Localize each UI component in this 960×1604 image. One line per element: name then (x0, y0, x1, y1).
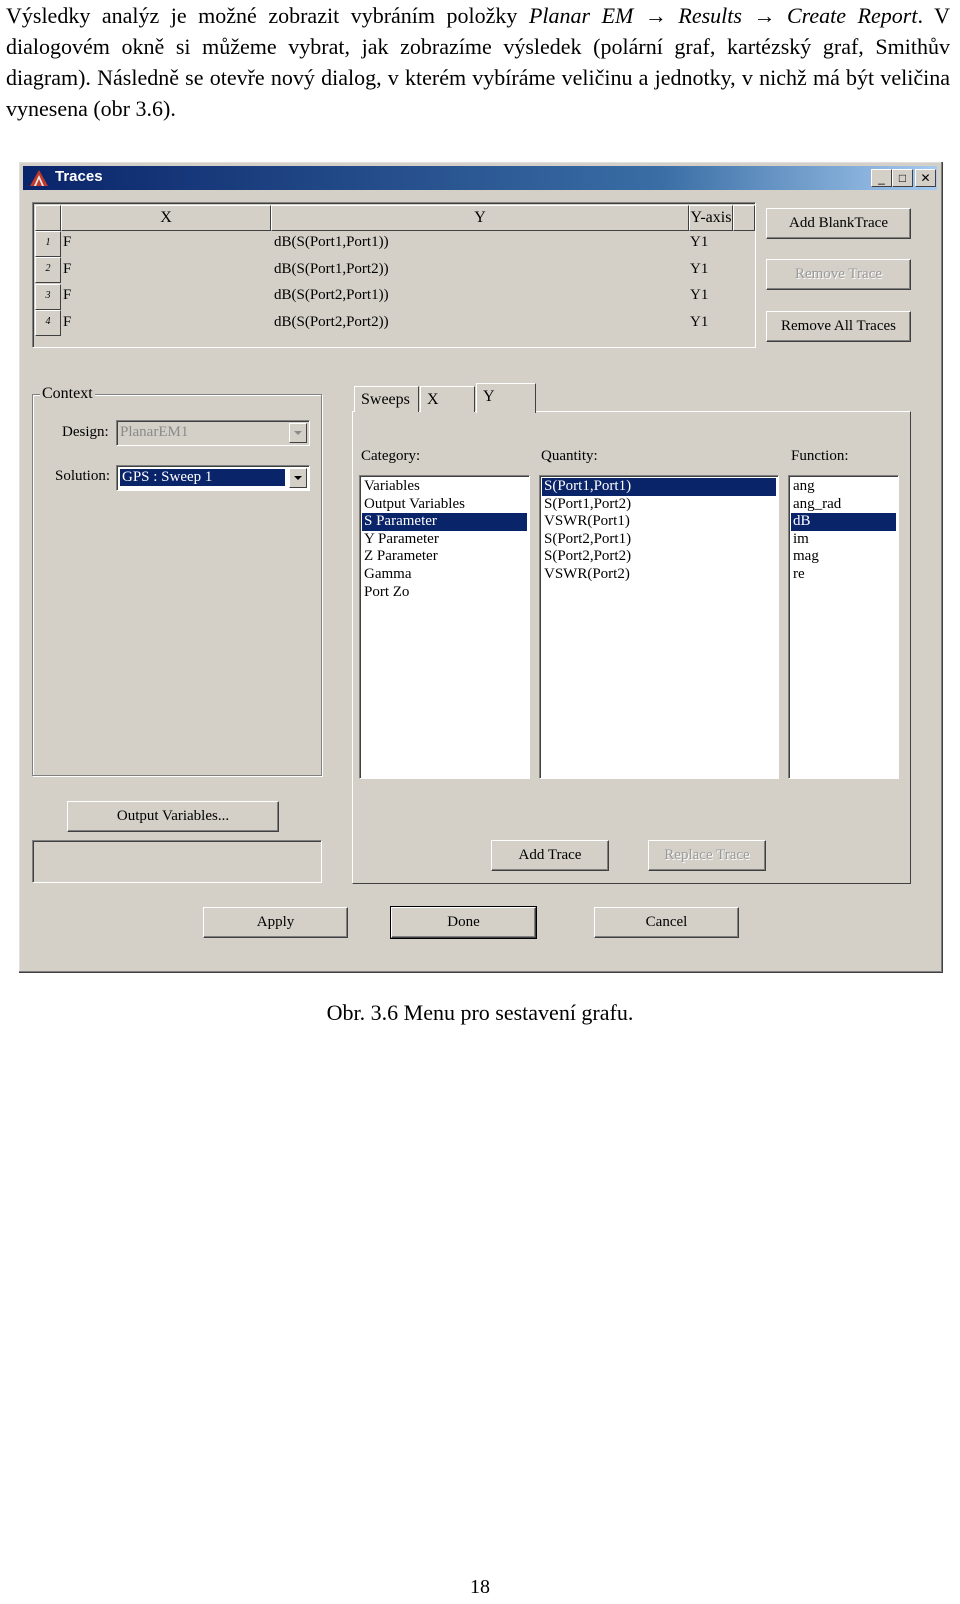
row-header[interactable]: 1 (35, 231, 61, 257)
category-label: Category: (361, 448, 421, 464)
add-trace-button[interactable]: Add Trace (491, 840, 609, 871)
function-item[interactable]: im (793, 530, 809, 547)
quantity-label: Quantity: (541, 448, 598, 464)
trace-x[interactable]: F (63, 314, 72, 330)
function-item[interactable]: ang_rad (793, 495, 842, 512)
context-group (32, 394, 322, 776)
trace-y[interactable]: dB(S(Port1,Port1)) (274, 234, 389, 250)
quantity-list[interactable] (539, 475, 779, 779)
cancel-button[interactable]: Cancel (594, 907, 739, 938)
trace-axis[interactable]: Y1 (690, 287, 709, 303)
row-header[interactable]: 2 (35, 257, 61, 283)
design-label: Design: (62, 424, 109, 440)
quantity-item[interactable]: S(Port1,Port1) (542, 478, 776, 496)
function-label: Function: (791, 448, 849, 464)
function-item[interactable]: ang (793, 478, 815, 494)
apply-button[interactable]: Apply (203, 907, 348, 938)
category-item[interactable]: Gamma (364, 565, 412, 582)
grid-corner (35, 205, 61, 231)
paragraph-text-2: . V dialogovém okně si můžeme vybrat, jak zobrazíme výsledek (polární graf, kartézský graf, Smithův diagram). Následně se otevře nový dialog, v kterém vybíráme veličinu a jednotky, v nichž má být veličina vynesena (obr 3.6). (6, 3, 950, 121)
row-header[interactable]: 4 (35, 310, 61, 336)
minimize-button[interactable]: _ (871, 169, 892, 187)
body-paragraph (6, 0, 950, 124)
design-select[interactable] (116, 420, 310, 446)
trace-x[interactable]: F (63, 234, 72, 250)
chevron-down-icon[interactable] (289, 468, 307, 488)
remove-all-traces-button[interactable]: Remove All Traces (766, 311, 911, 342)
category-item[interactable]: Y Parameter (364, 530, 439, 547)
remove-trace-button[interactable]: Remove Trace (766, 259, 911, 290)
function-list[interactable] (788, 475, 899, 779)
quantity-item[interactable]: VSWR(Port1) (544, 513, 630, 530)
status-field (32, 840, 322, 883)
trace-x[interactable]: F (63, 261, 72, 277)
row-header[interactable]: 3 (35, 284, 61, 310)
trace-axis[interactable]: Y1 (690, 261, 709, 277)
replace-trace-button[interactable]: Replace Trace (648, 840, 766, 871)
dialog-title: Traces (55, 168, 103, 185)
function-item[interactable]: mag (793, 548, 819, 565)
function-item[interactable]: re (793, 565, 805, 582)
solution-label: Solution: (55, 468, 111, 484)
category-list[interactable] (359, 475, 530, 779)
close-button[interactable]: ✕ (915, 169, 936, 187)
grid-header-y[interactable]: Y (271, 205, 689, 231)
grid-header-x[interactable]: X (61, 205, 271, 231)
trace-y[interactable]: dB(S(Port1,Port2)) (274, 261, 389, 277)
menu-path: Planar EM → Results → Create Report (528, 3, 918, 28)
tab-x[interactable]: X (420, 386, 475, 412)
chevron-down-icon[interactable] (289, 423, 307, 443)
category-item[interactable]: Z Parameter (364, 548, 438, 565)
design-value: PlanarEM1 (120, 424, 189, 440)
trace-y[interactable]: dB(S(Port2,Port1)) (274, 287, 389, 303)
trace-axis[interactable]: Y1 (690, 314, 709, 330)
maximize-button[interactable]: □ (892, 169, 913, 187)
quantity-item[interactable]: S(Port1,Port2) (544, 495, 632, 512)
quantity-item[interactable]: S(Port2,Port1) (544, 530, 632, 547)
output-variables-button[interactable]: Output Variables... (67, 801, 279, 832)
solution-select[interactable] (116, 465, 310, 491)
trace-y[interactable]: dB(S(Port2,Port2)) (274, 314, 389, 330)
paragraph-text-1: Výsledky analýz je možné zobrazit vybráním položky (6, 3, 529, 28)
page-number: 18 (470, 1576, 490, 1598)
category-item[interactable]: Output Variables (364, 495, 465, 512)
tab-y[interactable]: Y (476, 383, 536, 413)
category-item[interactable]: Port Zo (364, 583, 410, 600)
done-button[interactable]: Done (391, 907, 536, 938)
figure-caption: Obr. 3.6 Menu pro sestavení grafu. (326, 1000, 634, 1025)
trace-axis[interactable]: Y1 (690, 234, 709, 250)
app-logo-icon (29, 169, 49, 187)
add-blank-trace-button[interactable]: Add BlankTrace (766, 208, 911, 239)
quantity-item[interactable]: S(Port2,Port2) (544, 548, 632, 565)
category-item[interactable]: S Parameter (362, 513, 527, 531)
function-item[interactable]: dB (791, 513, 896, 531)
trace-x[interactable]: F (63, 287, 72, 303)
grid-header-blank (733, 205, 755, 231)
grid-header-yaxis[interactable]: Y-axis (689, 205, 733, 231)
context-legend: Context (42, 385, 93, 402)
category-item[interactable]: Variables (364, 478, 420, 494)
quantity-item[interactable]: VSWR(Port2) (544, 565, 630, 582)
title-bar[interactable] (23, 166, 937, 190)
solution-value: GPS : Sweep 1 (120, 469, 285, 486)
tab-sweeps[interactable]: Sweeps (354, 386, 419, 412)
traces-grid[interactable] (32, 202, 756, 348)
